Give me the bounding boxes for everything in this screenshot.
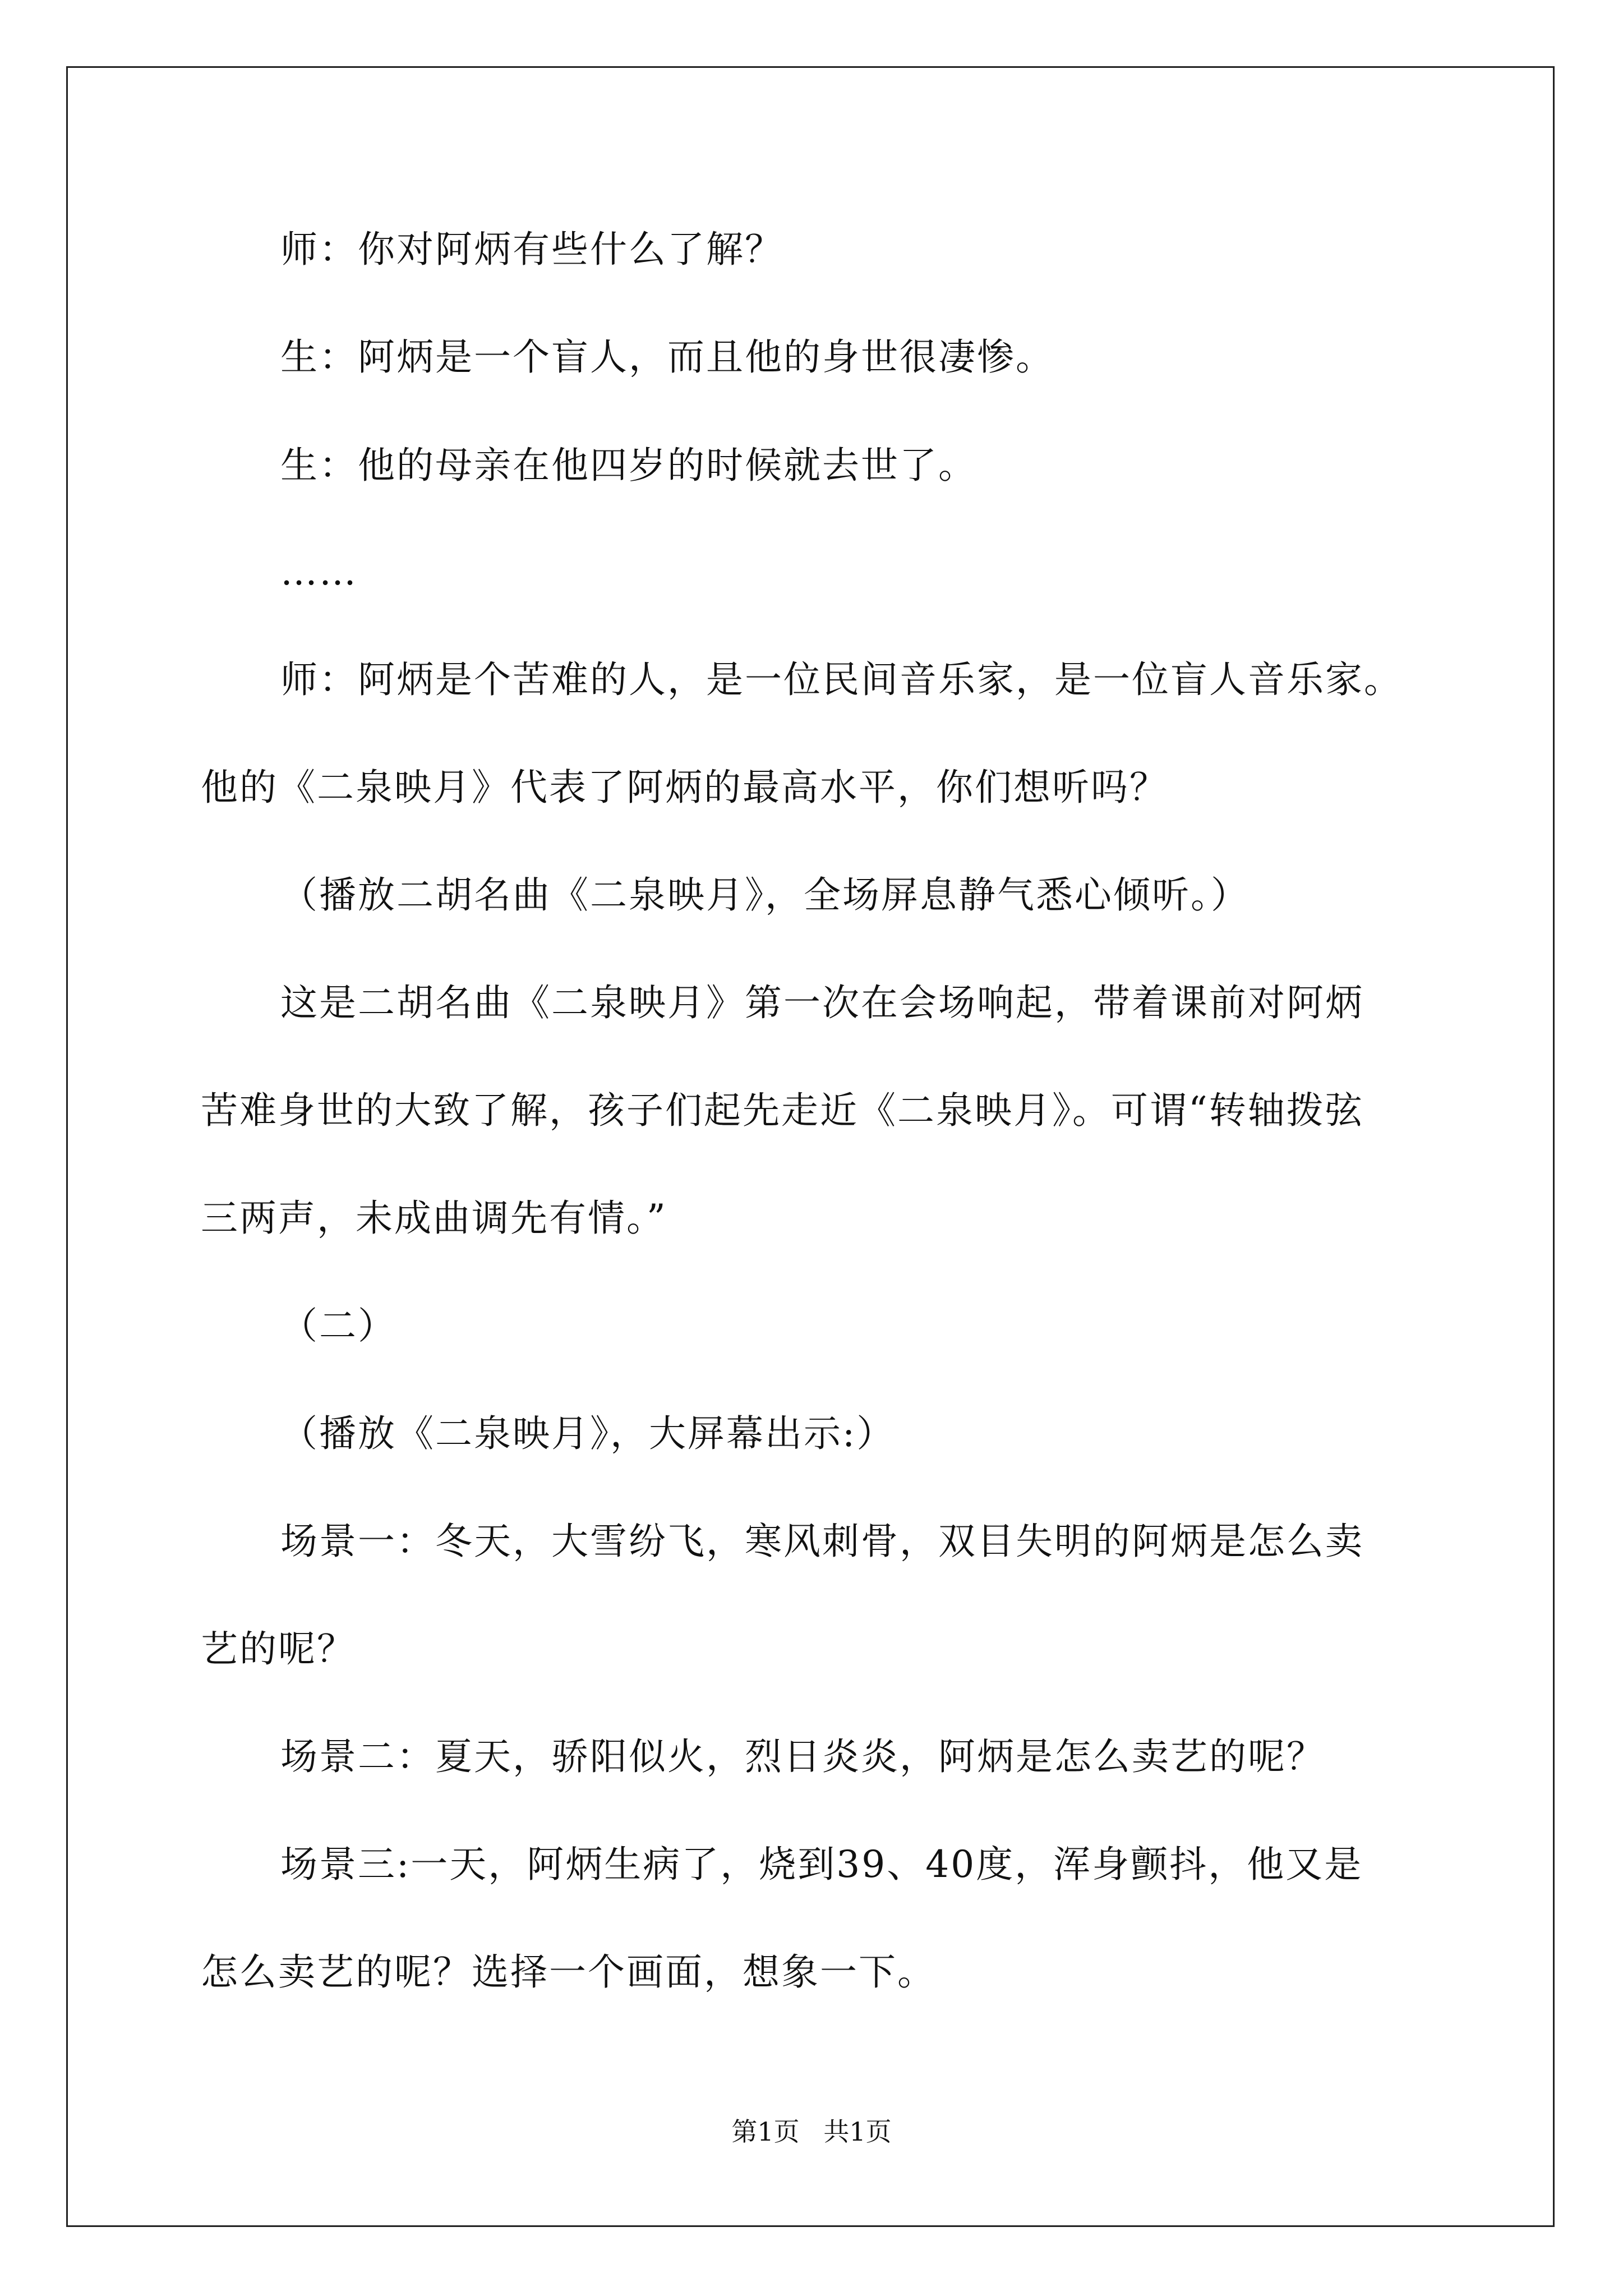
page-total: 共1页 xyxy=(823,2116,892,2147)
paragraph-line: 这是二胡名曲《二泉映月》第一次在会场响起，带着课前对阿炳 xyxy=(280,981,1364,1024)
paragraph-line: 怎么卖艺的呢？选择一个画面，想象一下。 xyxy=(201,1950,936,1994)
paragraph-line: 师：你对阿炳有些什么了解？ xyxy=(280,228,783,271)
paragraph-line: 场景三:一天，阿炳生病了，烧到39、40度，浑身颤抖，他又是 xyxy=(280,1843,1363,1886)
paragraph-line: 生：他的母亲在他四岁的时候就去世了。 xyxy=(280,444,977,487)
paragraph-line: （播放《二泉映月》，大屏幕出示:） xyxy=(280,1412,896,1455)
paragraph-line: 苦难身世的大致了解，孩子们起先走近《二泉映月》。可谓“转轴拨弦 xyxy=(201,1089,1364,1132)
paragraph-line: 生：阿炳是一个盲人，而且他的身世很凄惨。 xyxy=(280,335,1054,379)
paragraph-line: 场景一：冬天，大雪纷飞，寒风刺骨，双目失明的阿炳是怎么卖 xyxy=(280,1520,1364,1563)
paragraph-line: 场景二：夏天，骄阳似火，烈日炎炎，阿炳是怎么卖艺的呢？ xyxy=(280,1735,1325,1778)
paragraph-line: 三两声，未成曲调先有情。” xyxy=(201,1197,667,1240)
page-footer xyxy=(0,2116,1623,2147)
section-heading: （二） xyxy=(280,1304,396,1347)
paragraph-line: 他的《二泉映月》代表了阿炳的最高水平，你们想听吗？ xyxy=(201,766,1168,809)
paragraph-line: …… xyxy=(280,550,358,593)
paragraph-line: （播放二胡名曲《二泉映月》，全场屏息静气悉心倾听。） xyxy=(280,873,1249,917)
page-border xyxy=(66,66,1555,2227)
paragraph-line: 师：阿炳是个苦难的人，是一位民间音乐家，是一位盲人音乐家。 xyxy=(280,658,1403,701)
page-number: 第1页 xyxy=(731,2116,800,2147)
paragraph-line: 艺的呢？ xyxy=(201,1627,356,1671)
